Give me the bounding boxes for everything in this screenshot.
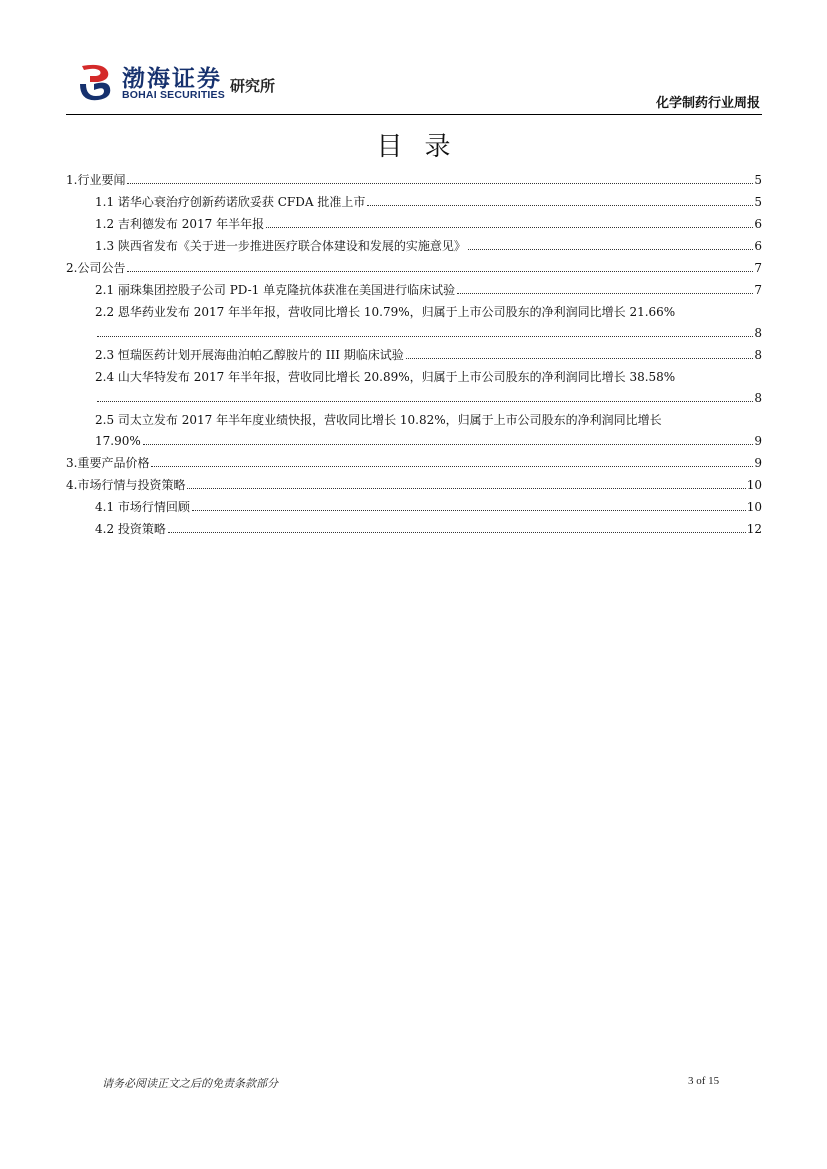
toc-entry-text: 1.3 陕西省发布《关于进一步推进医疗联合体建设和发展的实施意见》 <box>95 239 466 253</box>
brand-name-cn: 渤海证券 <box>122 66 222 92</box>
toc-entry[interactable] <box>66 493 762 515</box>
toc-leader-dots <box>143 444 754 445</box>
toc-entry[interactable] <box>66 406 762 449</box>
toc-entry-text: 2.3 恒瑞医药计划开展海曲泊帕乙醇胺片的 III 期临床试验 <box>95 348 404 362</box>
toc-line <box>66 341 762 363</box>
toc-line <box>66 449 762 471</box>
toc-page-number: 6 <box>754 217 762 231</box>
toc-leader-dots <box>97 401 753 402</box>
toc-line <box>66 298 762 320</box>
toc-entry[interactable] <box>66 363 762 406</box>
toc-line <box>66 210 762 232</box>
toc-leader-dots <box>266 227 753 228</box>
toc-entry-text: 2.5 司太立发布 2017 年半年度业绩快报，营收同比增长 10.82%，归属于上市公司股东的净利润同比增长 <box>95 413 662 427</box>
toc-line <box>66 320 762 341</box>
toc-entry[interactable] <box>66 449 762 471</box>
toc-entry-text: 4.市场行情与投资策略 <box>66 478 186 492</box>
page-header <box>66 58 762 114</box>
toc-entry-text: 2.4 山大华特发布 2017 年半年报，营收同比增长 20.89%，归属于上市公司股东的净利润同比增长 38.58% <box>95 370 676 384</box>
toc-page-number: 5 <box>754 195 762 209</box>
toc-entry-text: 2.2 恩华药业发布 2017 年半年报，营收同比增长 10.79%，归属于上市公司股东的净利润同比增长 21.66% <box>95 305 676 319</box>
institute-label: 研究所 <box>230 77 276 95</box>
footer-disclaimer: 请务必阅读正文之后的免责条款部分 <box>102 1077 278 1090</box>
toc-line <box>66 406 762 428</box>
footer-page-number: 3 of 15 <box>688 1075 720 1087</box>
toc-line <box>66 363 762 385</box>
toc-entry[interactable] <box>66 276 762 298</box>
toc-entry-text: 2.1 丽珠集团控股子公司 PD-1 单克隆抗体获准在美国进行临床试验 <box>95 283 456 297</box>
report-type: 化学制药行业周报 <box>655 96 760 111</box>
toc-line <box>66 232 762 254</box>
toc-page-number: 8 <box>754 348 762 362</box>
toc-entry[interactable] <box>66 254 762 276</box>
toc-leader-dots <box>127 271 753 272</box>
toc-line <box>66 493 762 515</box>
toc-entry[interactable] <box>66 471 762 493</box>
toc-line <box>66 428 762 449</box>
toc-page-number: 8 <box>754 391 762 405</box>
toc-line <box>66 515 762 537</box>
toc-entry-text: 3.重要产品价格 <box>66 456 150 470</box>
toc-leader-dots <box>406 358 754 359</box>
toc-entry[interactable] <box>66 298 762 341</box>
toc-leader-dots <box>367 205 753 206</box>
toc-line <box>66 188 762 210</box>
bohai-logo-icon <box>78 62 114 102</box>
toc-entry[interactable] <box>66 166 762 188</box>
toc-leader-dots <box>468 249 753 250</box>
toc-entry[interactable] <box>66 210 762 232</box>
toc-leader-dots <box>151 466 753 467</box>
toc-entry-text: 2.公司公告 <box>66 261 126 275</box>
toc-entry-text: 4.1 市场行情回顾 <box>95 500 190 514</box>
toc-leader-dots <box>127 183 753 184</box>
toc-entry[interactable] <box>66 232 762 254</box>
toc-page-number: 6 <box>754 239 762 253</box>
toc-entry[interactable] <box>66 515 762 537</box>
toc-leader-dots <box>168 532 746 533</box>
toc-entry-text: 1.1 诺华心衰治疗创新药诺欣妥获 CFDA 批准上市 <box>95 195 366 209</box>
header-rule <box>66 114 762 115</box>
table-of-contents <box>66 166 762 537</box>
toc-entry[interactable] <box>66 188 762 210</box>
toc-page-number: 9 <box>754 434 762 448</box>
toc-line <box>66 166 762 188</box>
toc-page-number: 7 <box>754 283 762 297</box>
toc-entry[interactable] <box>66 341 762 363</box>
toc-entry-text: 4.2 投资策略 <box>95 522 166 536</box>
toc-line <box>66 254 762 276</box>
toc-entry-text: 17.90% <box>95 434 141 448</box>
toc-leader-dots <box>97 336 753 337</box>
toc-line <box>66 385 762 406</box>
toc-leader-dots <box>192 510 746 511</box>
toc-page-number: 8 <box>754 326 762 340</box>
page-title: 目录 <box>376 132 473 162</box>
toc-entry-text: 1.行业要闻 <box>66 173 126 187</box>
toc-page-number: 10 <box>746 478 762 492</box>
toc-entry-text: 1.2 吉利德发布 2017 年半年报 <box>95 217 265 231</box>
toc-page-number: 10 <box>746 500 762 514</box>
toc-page-number: 7 <box>754 261 762 275</box>
brand-name-en: BOHAI SECURITIES <box>122 89 225 101</box>
toc-leader-dots <box>187 488 745 489</box>
toc-leader-dots <box>457 293 753 294</box>
toc-page-number: 9 <box>754 456 762 470</box>
toc-line <box>66 276 762 298</box>
toc-page-number: 12 <box>746 522 762 536</box>
toc-page-number: 5 <box>754 173 762 187</box>
toc-line <box>66 471 762 493</box>
